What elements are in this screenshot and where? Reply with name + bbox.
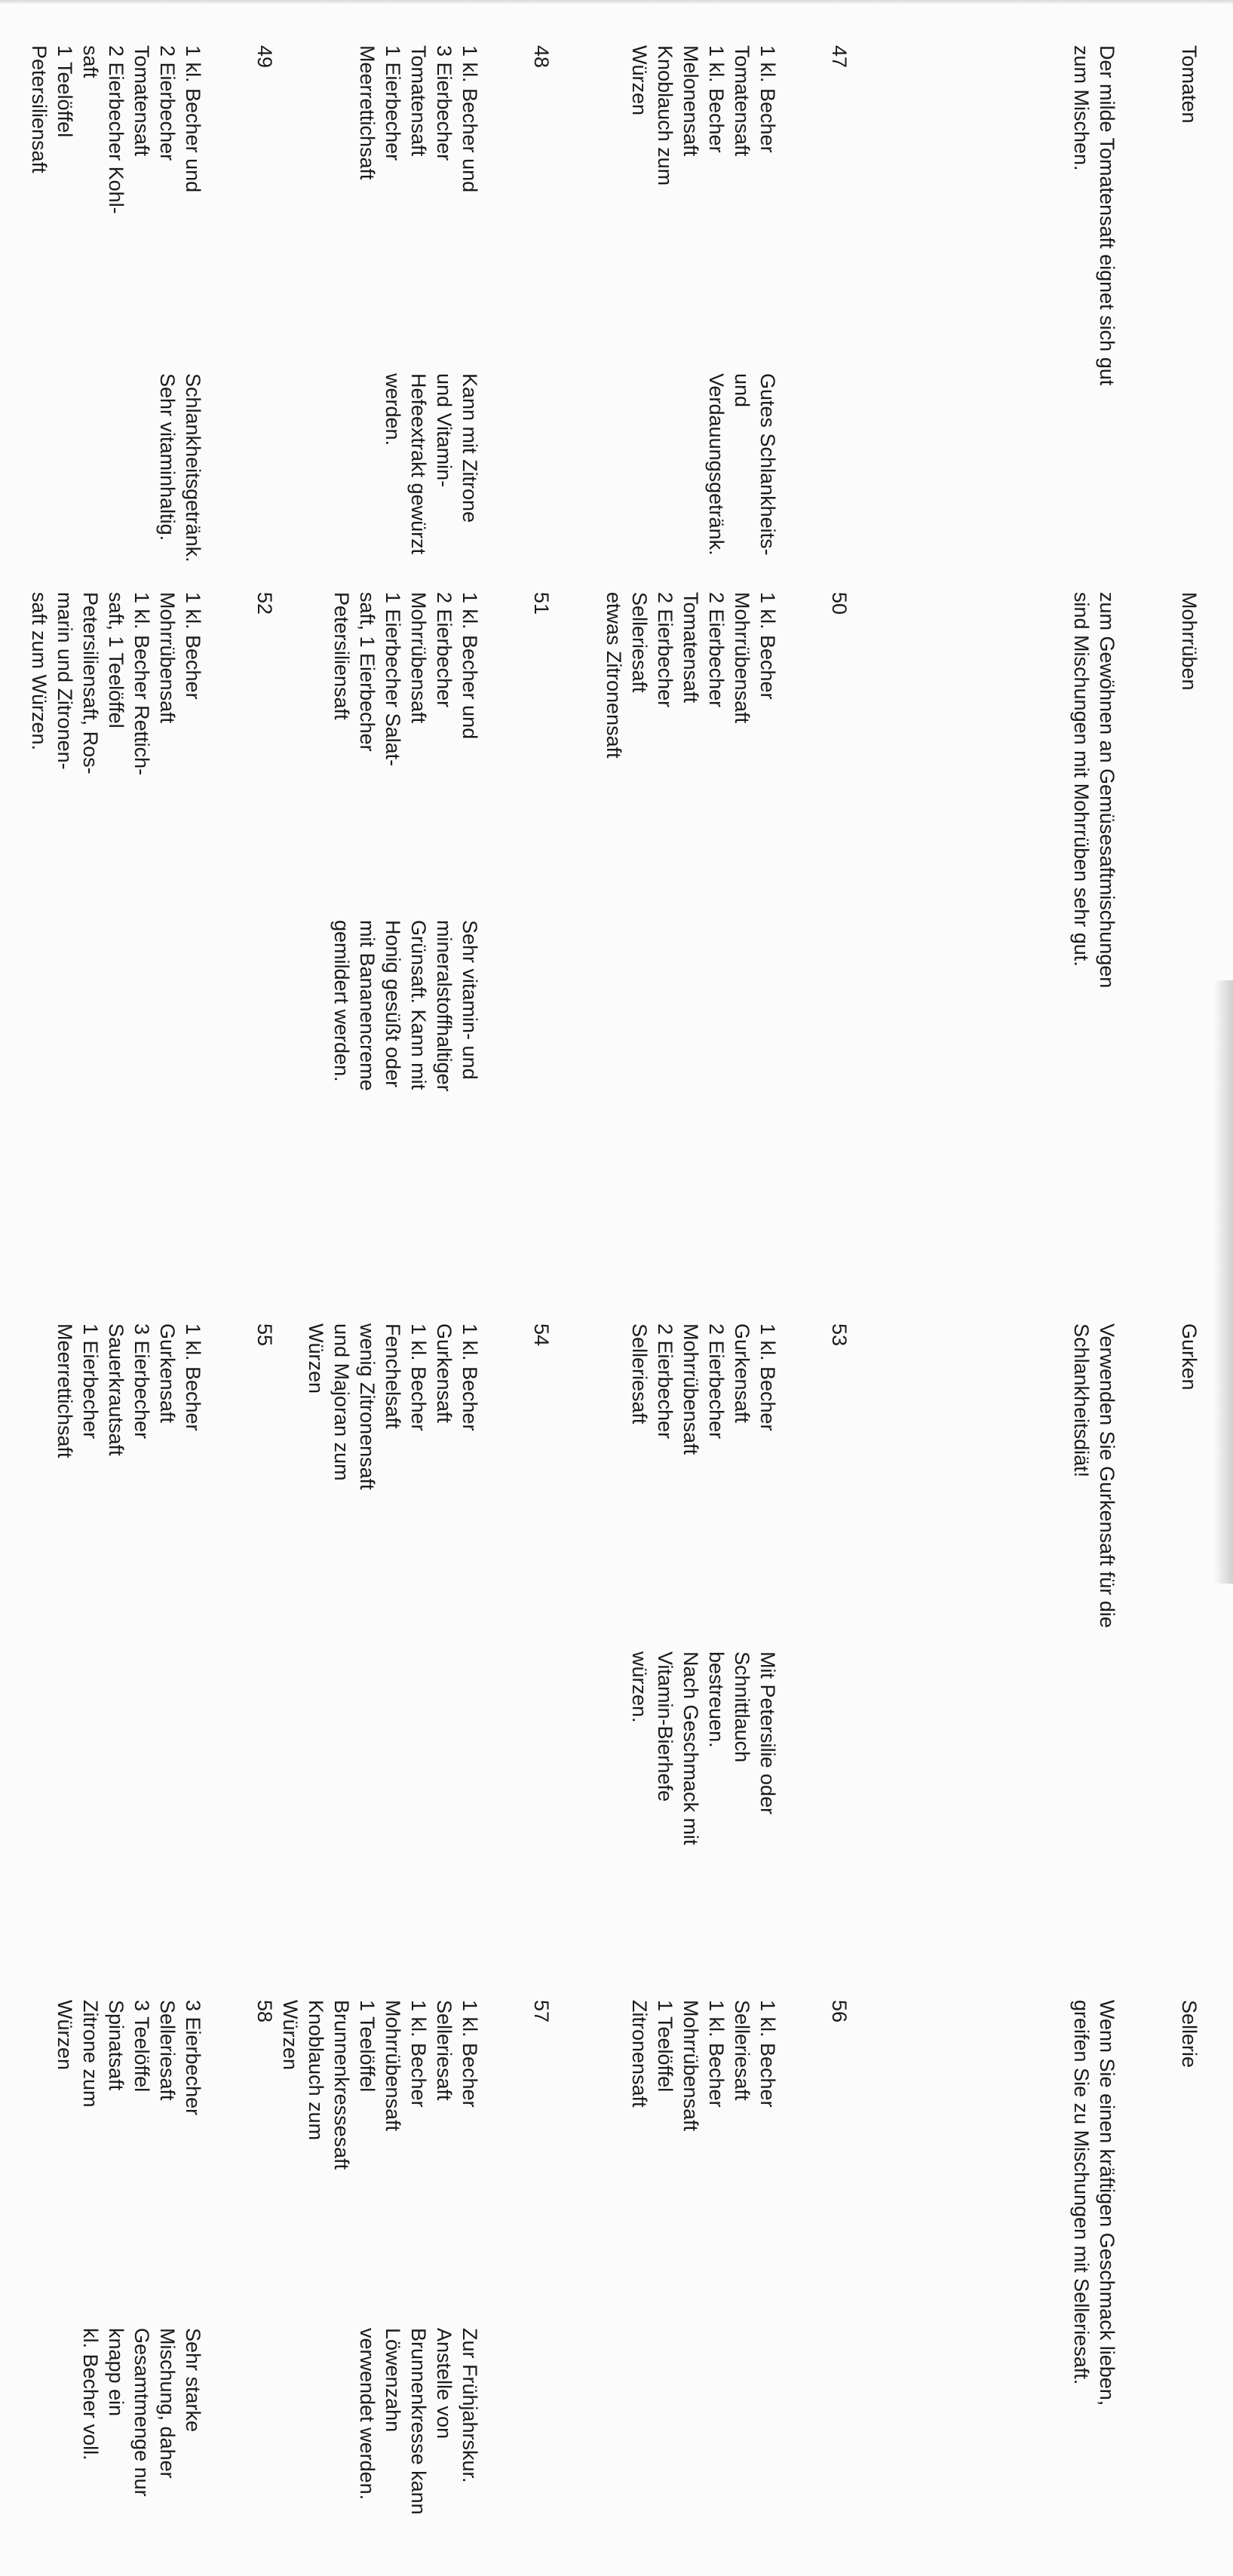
recipe-number: 54: [530, 1323, 553, 1347]
recipe-50: [603, 592, 852, 1376]
section-mohrrueben: [0, 592, 1233, 1421]
recipe-52: [28, 592, 278, 1376]
recipe-number: 49: [253, 45, 276, 69]
recipe-number: 48: [530, 45, 553, 69]
recipe-number: 53: [828, 1323, 851, 1347]
recipe-ingredients: 1 kl. Becher Mohrrübensaft 1 kl. Becher Rettich- saft, 1 Teelöffel Petersiliensaft, Ros- marin und Zitronen- saft zum Würzen.: [28, 592, 204, 776]
recipe-number: 52: [253, 592, 276, 615]
recipe-57: [279, 2000, 554, 2576]
recipe-number: 47: [828, 45, 851, 69]
recipe-ingredients: 1 kl. Becher Selleriesaft 1 kl. Becher Mohrrübensaft 1 Teelöffel Brunnenkressesaft Knoblauch zum Würzen: [279, 2000, 481, 2170]
recipe-ingredients: 1 kl. Becher und 2 Eierbecher Tomatensaft 2 Eierbecher Kohl- saft 1 Teelöffel Petersiliensaft: [28, 45, 204, 214]
recipe-note: Zur Frühjahrskur. Anstelle von Brunnenkresse kann Löwenzahn verwendet werden.: [356, 2328, 481, 2515]
section-sellerie: [0, 2000, 1233, 2576]
recipe-note: Sehr vitamin- und mineralstoffhaltiger Grünsaft. Kann mit Honig gesüßt oder mit Bananencreme gemildert werden.: [330, 920, 481, 1092]
recipe-number: 56: [828, 2000, 851, 2023]
recipe-ingredients: 1 kl. Becher Mohrrübensaft 2 Eierbecher Tomatensaft 2 Eierbecher Selleriesaft etwas Zitronensaft: [603, 592, 779, 759]
section-intro: Verwenden Sie Gurkensaft für die Schlankheitsdiät!: [1070, 1323, 1118, 1628]
recipe-ingredients: 3 Eierbecher Selleriesaft 3 Teelöffel Spinatsaft Zitrone zum Würzen: [54, 2000, 204, 2116]
section-title: Sellerie: [1178, 2000, 1201, 2068]
recipe-53: [626, 1323, 852, 2108]
recipe-number: 57: [530, 2000, 553, 2023]
recipe-number: 51: [530, 592, 553, 615]
recipe-55: [51, 1323, 278, 2108]
section-intro: zum Gewöhnen an Gemüsesaftmischungen sind Mischungen mit Mohrrüben sehr gut.: [1070, 592, 1118, 989]
recipe-ingredients: 1 kl. Becher Gurkensaft 3 Eierbecher Sauerkrautsaft 1 Eierbecher Meerrettichsaft: [54, 1323, 204, 1458]
recipe-56: [626, 2000, 852, 2576]
section-intro: Wenn Sie einen kräftigen Geschmack lieben, greifen Sie zu Mischungen mit Selleriesaft.: [1070, 2000, 1118, 2406]
recipe-note: Kann mit Zitrone und Vitamin- Hefeextrakt gewürzt werden.: [382, 373, 481, 555]
section-title: Gurken: [1178, 1323, 1201, 1391]
recipe-note: Schlankheitsgetränk. Sehr vitaminhaltig.: [156, 373, 204, 563]
recipe-ingredients: 1 kl. Becher Selleriesaft 1 kl. Becher Mohrrübensaft 1 Teelöffel Zitronensaft: [628, 2000, 779, 2132]
section-title: Mohrrüben: [1178, 592, 1201, 691]
recipe-ingredients: 1 kl. Becher Gurkensaft 2 Eierbecher Mohrrübensaft 2 Eierbecher Selleriesaft: [628, 1323, 779, 1455]
recipe-51: [328, 592, 554, 1376]
recipe-number: 55: [253, 1323, 276, 1347]
recipe-ingredients: 1 kl. Becher Tomatensaft 1 kl. Becher Melonensaft Knoblauch zum Würzen: [628, 45, 779, 186]
recipe-ingredients: 1 kl. Becher und 3 Eierbecher Tomatensaft 1 Eierbecher Meerrettichsaft: [356, 45, 481, 193]
section-intro: Der milde Tomatensaft eignet sich gut zum Mischen.: [1070, 45, 1118, 386]
recipe-number: 58: [253, 2000, 276, 2023]
recipe-ingredients: 1 kl. Becher Gurkensaft 1 kl. Becher Fenchelsaft wenig Zitronensaft und Majoran zum Würzen: [305, 1323, 481, 1490]
recipe-number: 50: [828, 592, 851, 615]
section-title: Tomaten: [1178, 45, 1201, 124]
recipe-note: Sehr starke Mischung, daher Gesamtmenge nur knapp ein kl. Becher voll.: [79, 2328, 204, 2497]
recipe-note: Mit Petersilie oder Schnittlauch bestreuen. Nach Geschmack mit Vitamin-Bierhefe würzen.: [628, 1651, 779, 1845]
recipe-note: Gutes Schlankheits- und Verdauungsgetränk.: [705, 373, 779, 556]
recipe-ingredients: 1 kl. Becher und 2 Eierbecher Mohrrübensaft 1 Eierbecher Salat- saft, 1 Eierbecher Petersiliensaft: [330, 592, 481, 767]
recipe-58: [51, 2000, 278, 2576]
